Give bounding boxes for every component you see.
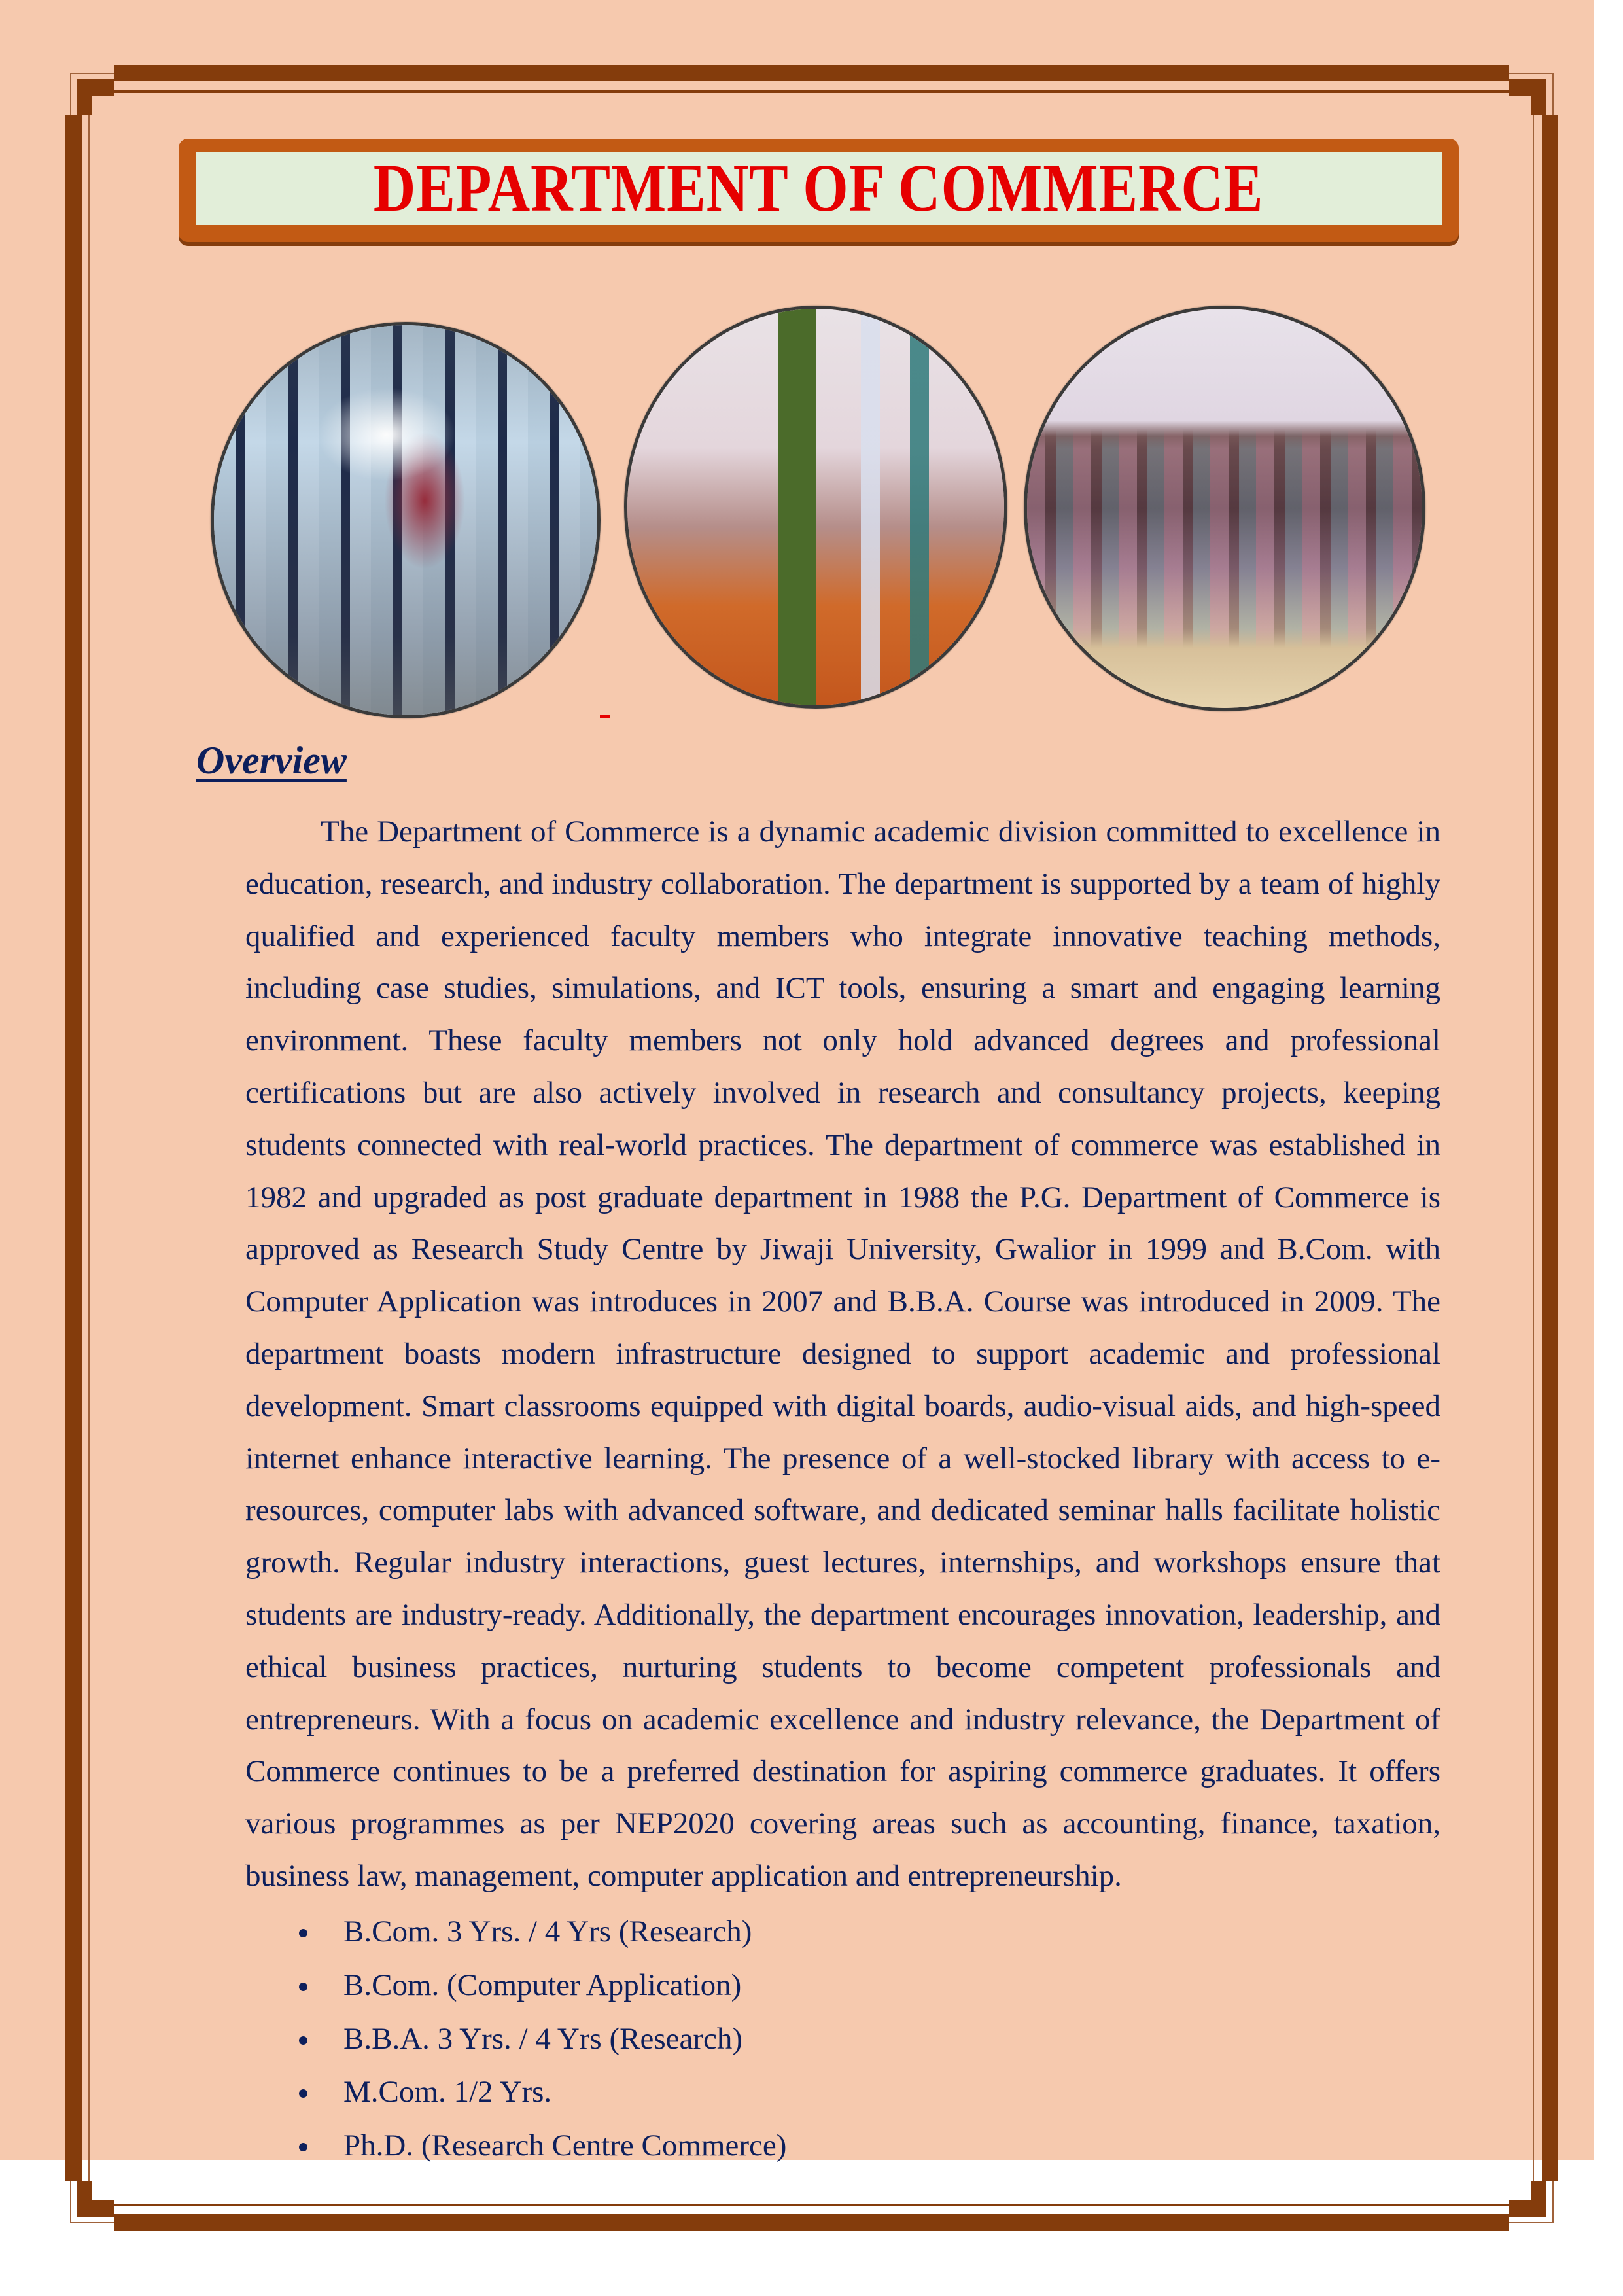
corner-bottom-right-line-v [1552, 2181, 1554, 2223]
list-item [245, 1905, 786, 1959]
programme-label: M.Com. 1/2 Yrs. [343, 2075, 552, 2110]
border-left-thick [65, 115, 82, 2181]
list-item [245, 2066, 786, 2119]
overview-heading: Overview [196, 739, 347, 782]
photo-shade [214, 325, 597, 715]
border-left-thin [88, 115, 90, 2181]
bullet-icon [299, 2143, 307, 2151]
programmes-list [245, 1905, 786, 2173]
programme-label: B.Com. (Computer Application) [343, 1968, 742, 2002]
corner-bottom-left-line-v [70, 2181, 71, 2223]
corner-top-left-leg [77, 79, 92, 115]
border-right-thin [1533, 115, 1534, 2181]
photo-crowd [1027, 309, 1422, 708]
title-banner [179, 139, 1459, 242]
border-top-thick [114, 65, 1509, 81]
photo-figures [627, 309, 1004, 705]
list-item [245, 1959, 786, 2013]
corner-top-right-leg [1531, 79, 1546, 115]
bullet-icon [299, 2089, 307, 2098]
overview-paragraph: The Department of Commerce is a dynamic academic division committed to excellence in education, research, and industry collaboration. The department is supported by a team of highly qualified and experienced faculty members who integrate innovative teaching methods, including case studies, simulations, and ICT tools, ensuring a smart and engaging learning environment. These faculty members not only hold advanced degrees and professional certifications but are also actively involved in research and consultancy projects, keeping students connected with real-world practices. The department of commerce was established in 1982 and upgraded as post graduate department in 1988 the P.G. Department of Commerce is approved as Research Study Centre by Jiwaji University, Gwalior in 1999 and B.Com. with Computer Application was introduces in 2007 and B.B.A. Course was introduced in 2009. The department boasts modern infrastructure designed to support academic and professional development. Smart classrooms equipped with digital boards, audio-visual aids, and high-speed internet enhance interactive learning. The presence of a well-stocked library with access to e-resources, computer labs with advanced software, and dedicated seminar halls facilitate holistic growth. Regular industry interactions, guest lectures, internships, and workshops ensure that students are industry-ready. Additionally, the department encourages innovation, leadership, and ethical business practices, nurturing students to become competent professionals and entrepreneurs. With a focus on academic excellence and industry relevance, the Department of Commerce continues to be a preferred destination for aspiring commerce graduates. It offers various programmes as per NEP2020 covering areas such as accounting, finance, taxation, business law, management, computer application and entrepreneurship. [245, 815, 1440, 1893]
page-title: DEPARTMENT OF COMMERCE [374, 150, 1264, 226]
corner-bottom-right-line-h [1509, 2222, 1554, 2223]
bullet-icon [299, 1929, 307, 1937]
programme-label: B.B.A. 3 Yrs. / 4 Yrs (Research) [343, 2021, 743, 2056]
bullet-icon [299, 1983, 307, 1991]
programme-label: B.Com. 3 Yrs. / 4 Yrs (Research) [343, 1915, 752, 1949]
corner-bottom-left-line-h [70, 2222, 114, 2223]
classroom-lecture-photo [624, 306, 1007, 709]
bullet-icon [299, 2036, 307, 2045]
corner-top-right-line-h [1509, 73, 1554, 74]
programme-label: Ph.D. (Research Centre Commerce) [343, 2128, 787, 2163]
border-top-thin [114, 90, 1509, 93]
corner-bottom-left-leg [77, 2181, 92, 2217]
list-item [245, 2119, 786, 2173]
corner-bottom-right-leg [1531, 2181, 1546, 2217]
corner-top-right-line-v [1552, 73, 1554, 115]
border-bottom-thick [114, 2214, 1509, 2231]
corner-top-left-line-v [70, 73, 71, 115]
separator-mark [600, 715, 610, 718]
border-bottom-thin [114, 2204, 1509, 2206]
students-group-photo [211, 322, 601, 718]
border-right-thick [1542, 115, 1558, 2181]
list-item [245, 2013, 786, 2066]
corner-top-left-line-h [70, 73, 114, 74]
seminar-hall-audience-photo [1024, 306, 1425, 711]
title-panel [196, 152, 1442, 225]
